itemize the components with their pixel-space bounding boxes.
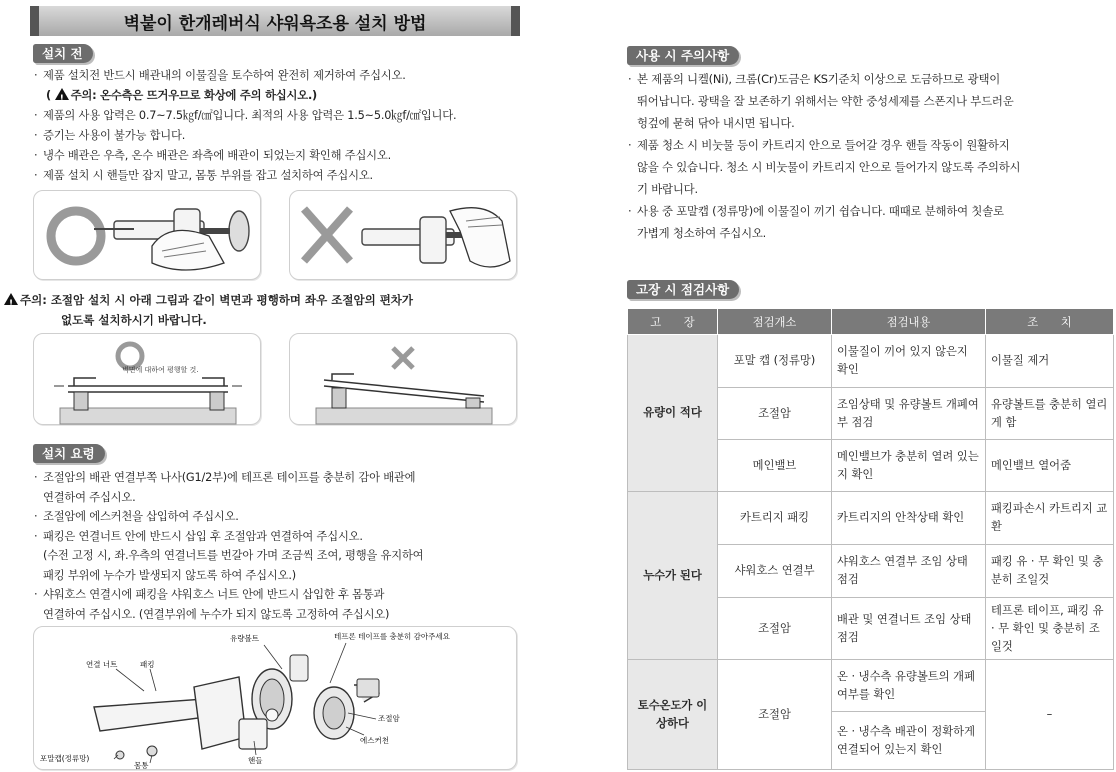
table-row: 조절암 배관 및 연결너트 조임 상태 점검 테프론 테이프, 패킹 유 · 무 확인 및 충분히 조일것 [628,598,1114,660]
list-item: · 샤워호스 연결시에 패킹을 샤워호스 너트 안에 반드시 삽입한 후 몸통과 [33,585,523,605]
troubleshoot-table [627,308,1114,770]
list-item: · 제품 설치전 반드시 배관내의 이물질을 토수하여 완전히 제거하여 주십시오. [33,66,523,86]
cross-ng-icon [393,348,413,368]
table-header-row [628,309,1114,335]
label-escutcheon: 에스커천 [360,736,389,745]
before-install-list [33,66,523,186]
hot-water-caution: ( !주의: 온수측은 뜨거우므로 화상에 주의 하십시오.) [33,86,523,106]
parallel-ng-illustration [290,334,518,426]
warning-icon [55,88,69,100]
list-item: · 제품 설치 시 핸들만 잡지 말고, 몸통 부위를 잡고 설치하여 주십시오. [33,166,523,186]
label-body: 몸통 [134,761,149,770]
table-row: 토수온도가 이상하다 조절암 온 · 냉수측 유량볼트의 개폐여부를 확인 – [628,660,1114,712]
section-tag-before-install: 설치 전 [33,44,93,63]
section-tag-usage-caution: 사용 시 주의사항 [627,46,739,65]
figure-assembly-diagram [33,626,517,770]
list-item: · 조절암의 배관 연결부쪽 나사(G1/2부)에 테프론 테이프를 충분히 감아 배관에 [33,468,523,488]
list-item: · 제품의 사용 압력은 0.7~7.5㎏f/㎠입니다. 최적의 사용 압력은 1.5~5.0㎏f/㎠입니다. [33,106,523,126]
header-fault: 고 장 [628,309,718,335]
table-row: 유량이 적다 포말 캡 (정류망) 이물질이 끼어 있지 않은지 확인 이물질 제거 [628,335,1114,388]
parallel-ok-illustration [34,334,262,426]
label-adjust-arm: 조절암 [378,714,400,723]
label-connect-nut: 연결 너트 [86,660,118,669]
figure-correct-holding [33,190,261,280]
label-packing: 패킹 [140,660,155,669]
header-check-point: 점검개소 [718,309,832,335]
table-row: 조절암 조임상태 및 유량볼트 개폐여부 점검 유량볼트를 충분히 열리게 함 [628,388,1114,440]
install-points-list: · 조절암의 배관 연결부쪽 나사(G1/2부)에 테프론 테이프를 충분히 감아 배관에 연결하여 주십시오. · 조절암에 에스커천을 삽입하여 주십시오. · 패킹은 연결너트 안에 반드시 삽입 후 조절암과 연결하여 주십시오. (수전 고정 시, 좌.우측의 연결너트를 번갈아 가며 조금씩 조여, 평행을 유지하여 패킹 부위에 누수가 발생되지 않도록 하여 주십시오.) · 샤워호스 연결시에 패킹을 샤워호스 너트 안에 반드시 삽입한 후 몸통과 연결하여 주십시오. (연결부위에 누수가 되지 않도록 고정하여 주십시오) [33,468,523,624]
label-teflon-note: 테프론 테이프를 충분히 감아주세요 [334,632,450,641]
circle-ok-icon [51,211,101,261]
list-item: · 패킹은 연결너트 안에 반드시 삽입 후 조절암과 연결하여 주십시오. [33,527,523,547]
usage-caution-list: · 본 제품의 니켈(Ni), 크롬(Cr)도금은 KS기준치 이상으로 도금하므로 광택이 뛰어납니다. 광택을 잘 보존하기 위해서는 약한 중성세제를 스폰지나 부드러운 헝겊에 묻혀 닦아 내시면 됩니다. · 제품 청소 시 비눗물 등이 카트리지 안으로 들어갈 경우 핸들 작동이 원활하지 않을 수 있습니다. 청소 시 비눗물이 카트리지 안으로 들어가지 않도록 주의하시 기 바랍니다. · 사용 중 포말캡 (정류망)에 이물질이 끼기 쉽습니다. 때때로 분해하여 칫솔로 가볍게 청소하여 주십시오. [627,68,1115,244]
list-item: · 제품 청소 시 비눗물 등이 카트리지 안으로 들어갈 경우 핸들 작동이 원활하지 [627,134,1115,156]
warning-icon [4,293,18,305]
figure-parallel-ng [289,333,517,425]
list-item: · 사용 중 포말캡 (정류망)에 이물질이 끼기 쉽습니다. 때때로 분해하여 칫솔로 [627,200,1115,222]
parallel-caution: !주의: 조절암 설치 시 아래 그림과 같이 벽면과 평행하며 좌우 조절암의 편차가 없도록 설치하시기 바랍니다. [4,290,519,330]
list-item: · 조절암에 에스커천을 삽입하여 주십시오. [33,507,523,527]
label-flow-bolt: 유량볼트 [230,634,259,643]
circle-ok-icon [118,344,142,368]
list-item: · 증기는 사용이 불가능 합니다. [33,126,523,146]
list-item: · 본 제품의 니켈(Ni), 크롬(Cr)도금은 KS기준치 이상으로 도금하므로 광택이 [627,68,1115,90]
cross-ng-icon [304,209,350,261]
table-row: 누수가 된다 카트리지 패킹 카트리지의 안착상태 확인 패킹파손시 카트리지 교환 [628,492,1114,545]
parallel-label: 벽면에 대하여 평행할 것. [122,366,199,374]
figure-parallel-ok [33,333,261,425]
hand-icon [152,230,224,270]
figure-wrong-holding [289,190,517,280]
label-handle: 핸들 [248,756,263,765]
page-title: 벽붙이 한개레버식 샤워욕조용 설치 방법 [30,6,520,36]
label-foam-cap: 포말캡(정류망) [40,754,90,763]
header-check-content: 점검내용 [832,309,986,335]
fault-cell: 유량이 적다 [628,335,718,492]
table-row: 온 · 냉수측 배관이 정확하게 연결되어 있는지 확인 [628,712,1114,770]
header-action: 조 치 [986,309,1114,335]
list-item: · 냉수 배관은 우측, 온수 배관은 좌측에 배관이 되었는지 확인해 주십시오. [33,146,523,166]
table-row: 샤워호스 연결부 샤워호스 연결부 조임 상태 점검 패킹 유 · 무 확인 및 충분히 조일것 [628,545,1114,598]
wrong-holding-illustration [290,191,518,281]
assembly-diagram [34,627,518,771]
section-tag-troubleshoot: 고장 시 점검사항 [627,280,739,299]
correct-holding-illustration [34,191,262,281]
table-row: 메인밸브 메인밸브가 충분히 열려 있는지 확인 메인밸브 열어줌 [628,440,1114,492]
fault-cell: 토수온도가 이상하다 [628,660,718,770]
fault-cell: 누수가 된다 [628,492,718,660]
section-tag-install-points: 설치 요령 [33,444,105,463]
